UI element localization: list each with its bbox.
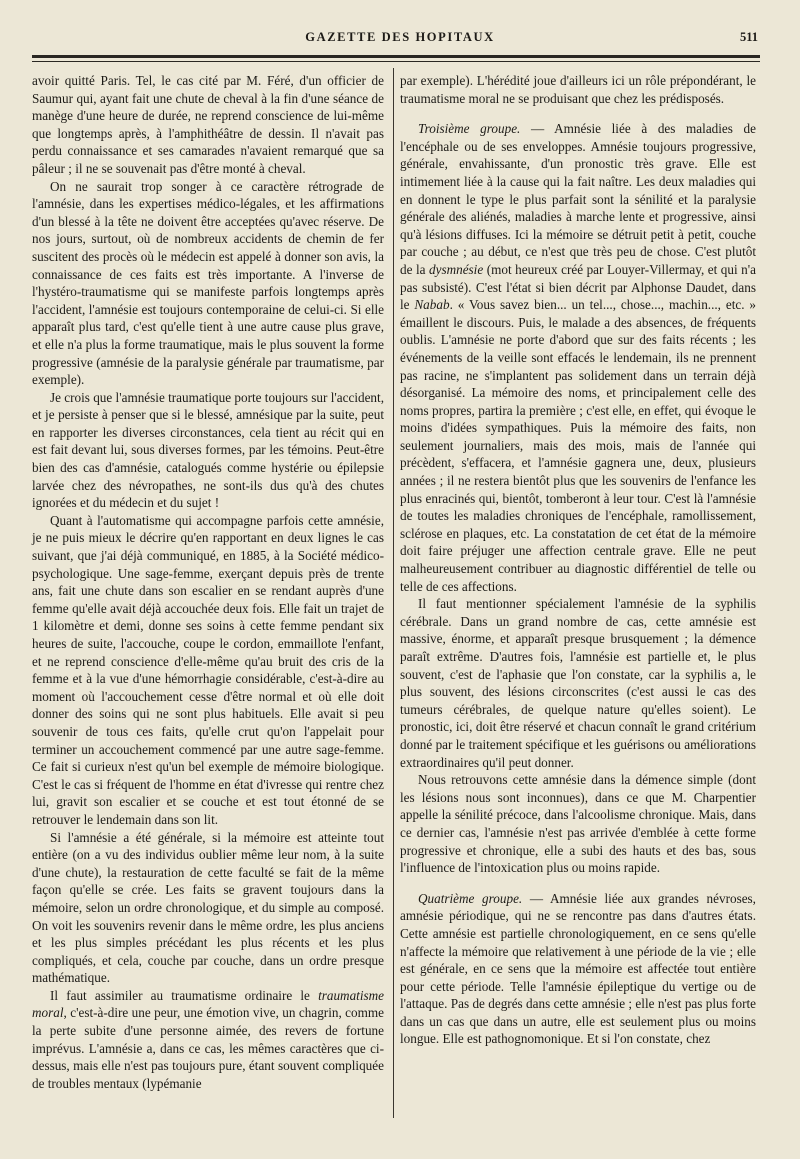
page-header bbox=[0, 30, 800, 54]
paragraph: On ne saurait trop songer à ce caractère rétrograde de l'amnésie, dans les expertises médico-légales, et les affirmations d'un blessé à la tête ne doivent être acceptées qu'avec réserve. De nos jours, surtout, où de nombreux accidents de chemin de fer suscitent des procès où le médecin est appelé à donner son avis, la connaissance de ces faits est très importante. A l'inverse de l'hystéro-traumatisme qui se manifeste parfois longtemps après l'accident, l'amnésie est toujours contemporaine de celui-ci. Si elle apparaît plus tard, c'est qu'elle tient à une autre cause plus grave, et elle n'a plus la forme traumatique, mais le plus souvent la forme progressive (amnésie de la paralysie générale par traumatisme, par exemple). bbox=[32, 178, 384, 388]
page-number: 511 bbox=[739, 30, 758, 44]
paragraph: par exemple). L'hérédité joue d'ailleurs ici un rôle prépondérant, le traumatisme moral ne se produisant que chez les prédisposés. bbox=[400, 73, 756, 106]
italic-term: dysmnésie bbox=[429, 261, 484, 277]
section-label: Troisième groupe. bbox=[418, 121, 521, 137]
paragraph: Je crois que l'amnésie traumatique porte toujours sur l'accident, et je persiste à penser que si le blessé, amnésique par la suite, peut en rapporter les diverses circonstances, cela tient au récit qui en est fait devant lui, sous diverses formes, par les témoins. Peut-être bien des cas d'amnésie, catalogués comme hystérie ou épilepsie larvée chez des névropathes, ne sont-ils dus qu'à des chutes ignorées et du médecin et du sujet ! bbox=[32, 389, 384, 511]
paragraph: Nous retrouvons cette amnésie dans la démence simple (dont les lésions nous sont inconnues), dans ce que M. Charpentier appelle la sénilité précoce, dans l'alcoolisme chronique. Mais, dans ce dernier cas, l'amnésie n'est pas arrivée d'emblée à cette forme progressive et chronique, elle a subi des hauts et des bas, sous l'influence de l'intoxication plus ou moins rapide. bbox=[400, 772, 756, 876]
section-paragraph bbox=[400, 120, 756, 595]
text-run: — Amnésie liée à des maladies de l'encéphale ou de ses enveloppes. Amnésie toujours progressive, générale, envahissante, d'un pronostic très grave. Elle est intimement liée à la cause qui la fait naître. Les deux maladies qui en donnent le type le plus parfait sont la sénilité et la paralysie générale des aliénés, maladies à marche lente et progressive, ainsi qu'à lésions diffuses. Ici la mémoire se détruit petit à petit, couche par couche ; au début, ce n'est que très peu de chose. C'est plutôt de la bbox=[400, 121, 757, 277]
paragraph: Quant à l'automatisme qui accompagne parfois cette amnésie, je ne puis mieux le décrire qu'en rapportant en deux lignes le cas suivant, que j'ai déjà communiqué, en 1885, à la Société médico-psychologique. Une sage-femme, exerçant depuis près de trente ans, fait une chute dans son escalier en se rendant auprès d'une femme qu'elle avait déjà accouchée deux fois. Elle fait un trajet de 1 kilomètre et demi, donne ses soins à cette femme pendant six heures de suite, l'accouche, coupe le cordon, emmaillote l'enfant, et ne reprend conscience d'elle-même qu'au bruit des cris de la femme et à la vue d'une hémorrhagie considérable, c'est-à-dire au moment où l'accouchement cesse d'être normal et où elle doit donner des soins qui ne sont plus habituels. Elle avait si peu souvenir de tous ces faits, qu'elle crut qu'on l'appelait pour terminer un accouchement commencé par une autre sage-femme. Ce fait si curieux n'est qu'un bel exemple de mémoire biologique. C'est le cas si fréquent de l'homme en état d'ivresse qui rentre chez lui, gravit son escalier et se couche et est tout étonné de se retrouver le lendemain dans son lit. bbox=[32, 512, 384, 827]
paragraph bbox=[32, 987, 384, 1093]
text-run: Il faut assimiler au traumatisme ordinaire le bbox=[50, 987, 319, 1003]
left-column bbox=[32, 72, 384, 1092]
header-rule-thick bbox=[32, 55, 760, 58]
italic-term: Nabab bbox=[414, 297, 450, 313]
paragraph: Si l'amnésie a été générale, si la mémoire est atteinte tout entière (on a vu des individus oublier même leur nom, à la suite d'une chute), la restauration de cette faculté se fait de la même façon qu'elle se crée. Les faits se gravent toujours dans la mémoire, selon un ordre chronologique, et du simple au composé. On voit les souvenirs revenir dans le même ordre, les plus anciens et les plus simples précédant les plus récents et les plus compliqués, et cela, couche par couche, dans un ordre presque mathématique. bbox=[32, 829, 384, 986]
column-divider bbox=[393, 68, 394, 1118]
italic-term: traumatisme moral bbox=[32, 987, 384, 1021]
journal-title: GAZETTE DES HOPITAUX bbox=[305, 30, 495, 44]
text-run: . « Vous savez bien... un tel..., chose..., machin..., etc. » émaillent le discours. Puis, le malade a des absences, de fréquents oublis. L'amnésie ne porte d'abord que sur des faits récents ; les événements de la veille sont effacés le lendemain, ils ne prennent pas racine, ne s'implantent pas solidement dans un terrain déjà désorganisé. La mémoire des noms, et principalement celle des noms propres, partira la première ; c'est elle, en effet, qui évoque le moins d'idées sympathiques. Puis la mémoire des faits, non seulement journaliers, mais des mois, mais de l'année qui précèdent, s'effacera, et l'amnésie gagnera une, deux, plusieurs années ; il ne restera bientôt plus que les souvenirs de l'enfance les plus enracinés qui, bientôt, tomberont à leur tour. C'est là l'amnésie de toutes les maladies chroniques de l'encéphale, ramollissement, sclérose en plaques, etc. La constatation de cet état de la mémoire doit faire préjuger une affection centrale grave. Elle ne peut malheureusement contribuer au diagnostic différentiel de telle ou telle de ces affections. bbox=[400, 297, 756, 594]
section-paragraph bbox=[400, 890, 756, 1048]
text-run: (mot heureux créé par Louyer-Villermay, et qui n'a pas subsisté). C'est l'état si bien décrit par Alphonse Daudet, dans le bbox=[400, 261, 756, 313]
paragraph: Il faut mentionner spécialement l'amnésie de la syphilis cérébrale. Dans un grand nombre de cas, cette amnésie est massive, énorme, et apparaît presque brusquement ; la démence paraît extrême. D'autres fois, l'amnésie est partielle et, le plus souvent, c'est de l'aphasie que l'on constate, car la syphilis a, le plus souvent, des lésions circonscrites (c'est aussi le cas des tumeurs cérébrales, de quelque nature qu'elles soient). Le pronostic, ici, doit être réservé et chacun connaît le grand critérium donné par le traitement spécifique et les guérisons ou améliorations extraordinaires qu'il peut donner. bbox=[400, 596, 756, 770]
text-run: — Amnésie liée aux grandes névroses, amnésie périodique, qui ne se rencontre pas dans d'autres états. Cette amnésie est partielle chronologiquement, en ce sens qu'elle n'affecte la mémoire que relativement à une période de la vie ; elle est générale, en ce sens que la mémoire est affectée tout entière pour cette période. Telle l'amnésie épileptique du vertige ou de l'attaque. Pas de degrés dans cette amnésie ; elle n'est pas plus forte dans un cas que dans un autre, elle est seulement plus ou moins longue. Elle est pathognomonique. Et si l'on constate, chez bbox=[400, 890, 756, 1047]
text-run: , c'est-à-dire une peur, une émotion vive, un chagrin, comme la perte subite d'une personne aimée, des revers de fortune imprévus. L'amnésie a, dans ce cas, les mêmes caractères que ci-dessus, mais elle n'est pas toujours pure, étant souvent compliquée de troubles mentaux (lypémanie bbox=[32, 1005, 384, 1091]
paragraph: avoir quitté Paris. Tel, le cas cité par M. Féré, d'un officier de Saumur qui, ayant fait une chute de cheval à la fin d'une séance de manège d'une heure de durée, ne reprend conscience de lui-même que longtemps après, à l'amphithéâtre de dessin. Il n'avait pas perdu connaissance et ses camarades n'avaient remarqué que sa pâleur ; il ne se souvenait pas d'être monté à cheval. bbox=[32, 73, 384, 176]
header-rule-thin bbox=[32, 61, 760, 62]
right-column bbox=[400, 72, 756, 1048]
section-label: Quatrième groupe. bbox=[418, 890, 523, 906]
